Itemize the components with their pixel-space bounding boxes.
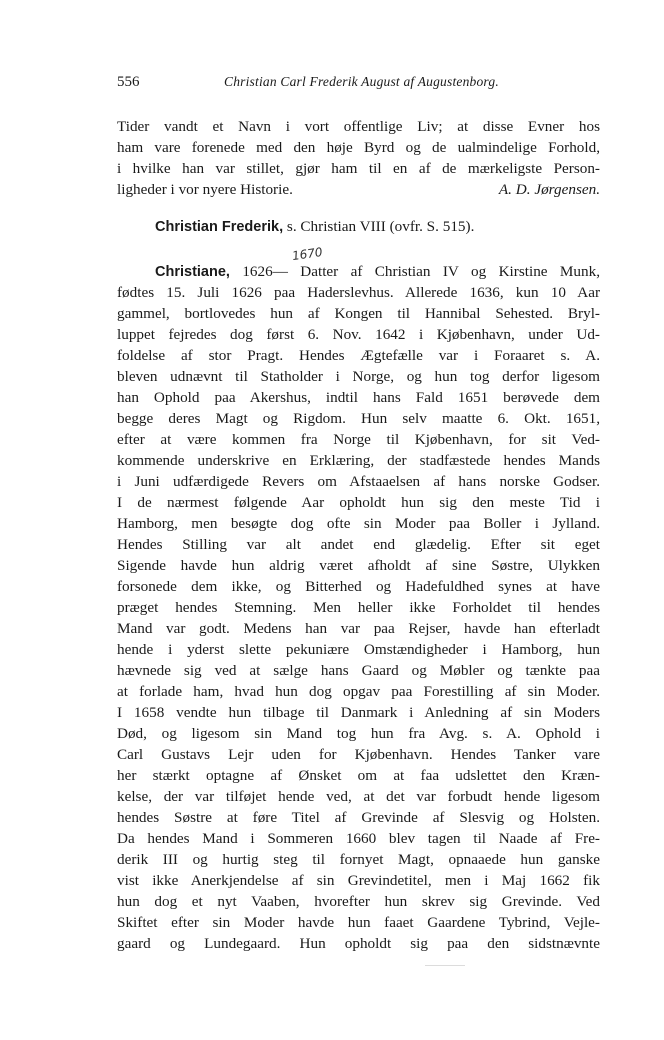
text-line: fødtes 15. Juli 1626 paa Haderslevhus. Allerede 1636, kun 10 Aar: [117, 284, 600, 301]
text-line: Sigende havde hun aldrig været afholdt af sine Søstre, Ulykken: [117, 557, 600, 574]
text-line: præget hendes Stemning. Men heller ikke Forholdet til hendes: [117, 599, 600, 616]
text-line: Hendes Stilling var alt andet end glædelig. Efter sit eget: [117, 536, 600, 553]
entry-previous: [117, 116, 600, 200]
entry-name: Christian Frederik,: [155, 219, 284, 235]
text-line: begge deres Magt og Rigdom. Hun selv maatte 6. Okt. 1651,: [117, 410, 600, 427]
page-number: 556: [117, 74, 140, 90]
text-line: kommende underskrive en Erklæring, der stadfæstede hendes Mands: [117, 452, 600, 469]
text-line: i Juni udfærdigede Revers om Afstaaelsen af hans norske Godser.: [117, 473, 600, 490]
text-line: efter at være kommen fra Norge til Kjøbenhavn, for sit Ved-: [117, 431, 600, 448]
text-line: ham vare forenede med den høje Byrd og de ualmindelige Forhold,: [117, 139, 600, 156]
text-line: Da hendes Mand i Sommeren 1660 blev tagen til Naade af Fre-: [117, 830, 600, 847]
entry-christiane: [117, 261, 600, 954]
running-title: Christian Carl Frederik August af Augustenborg.: [224, 74, 499, 89]
text-line: kelse, der var tilføjet hende ved, at det var forbudt hende ligesom: [117, 788, 600, 805]
text-line: hende i yderst slette pekuniære Omstændigheder i Hamborg, hun: [117, 641, 600, 658]
entry-name: Christiane,: [155, 264, 230, 280]
text-line: han Ophold paa Akershus, indtil hans Fald 1651 berøvede dem: [117, 389, 600, 406]
text-line: luppet fejredes dog først 6. Nov. 1642 i Kjøbenhavn, under Ud-: [117, 326, 600, 343]
entry-dates: 1626—: [242, 263, 288, 280]
entry-christian-frederik: [155, 218, 474, 236]
text-line: hævnede sig ved at sælge hans Gaard og Møbler og tænkte paa: [117, 662, 600, 679]
text-line: ligheder i vor nyere Historie.: [117, 181, 293, 198]
text-line: derik III og hurtig steg til fornyet Magt, opnaaede hun ganske: [117, 851, 600, 868]
text-line: Mand var godt. Medens han var paa Rejser, havde han efterladt: [117, 620, 600, 637]
text-line: i hvilke han var stillet, gjør ham til en af de mærkeligste Person-: [117, 160, 600, 177]
text-line: Død, og ligesom sin Mand tog hun fra Avg. s. A. Ophold i: [117, 725, 600, 742]
text-line: Tider vandt et Navn i vort offentlige Liv; at disse Evner hos: [117, 118, 600, 135]
text-line: Hamborg, men besøgte dog ofte sin Moder paa Boller i Jylland.: [117, 515, 600, 532]
handwritten-annotation: 1670: [291, 244, 324, 264]
text-line: gaard og Lundegaard. Hun opholdt sig paa den sidstnævnte: [117, 935, 600, 952]
text-line: bleven udnævnt til Statholder i Norge, og hun tog derfor ligesom: [117, 368, 600, 385]
text-line: forsonede dem ikke, og Bitterhed og Hadefuldhed synes at have: [117, 578, 600, 595]
text-line: foldelse af stor Pragt. Hendes Ægtefælle var i Foraaret s. A.: [117, 347, 600, 364]
text-line: her stærkt optagne af Ønsket om at faa udslettet den Kræn-: [117, 767, 600, 784]
entry-first-line-text: Datter af Christian IV og Kirstine Munk,: [300, 263, 600, 280]
entry-first-line: [117, 261, 600, 282]
text-line: hendes Søstre at føre Titel af Grevinde af Slesvig og Holsten.: [117, 809, 600, 826]
text-line-with-signature: [117, 179, 600, 200]
scan-mark: [425, 965, 465, 966]
entry-body: [117, 282, 600, 954]
text-line: Carl Gustavs Lejr uden for Kjøbenhavn. Hendes Tanker vare: [117, 746, 600, 763]
text-line: gammel, bortlovedes hun af Kongen til Hannibal Sehested. Bryl-: [117, 305, 600, 322]
author-signature: A. D. Jørgensen.: [498, 181, 600, 198]
running-header: [117, 74, 562, 96]
text-line: I 1658 vendte hun tilbage til Danmark i Anledning af sin Moders: [117, 704, 600, 721]
text-line: at forlade ham, hvad hun dog opgav paa Forestilling af sin Moder.: [117, 683, 600, 700]
text-line: Skiftet efter sin Moder havde hun faaet Gaardene Tybrind, Vejle-: [117, 914, 600, 931]
text-line: vist ikke Anerkjendelse af sin Grevindetitel, men i Maj 1662 fik: [117, 872, 600, 889]
text-line: hun dog et nyt Vaaben, hvorefter hun skrev sig Grevinde. Ved: [117, 893, 600, 910]
entry-text: s. Christian VIII (ovfr. S. 515).: [286, 218, 475, 235]
text-line: I de nærmest følgende Aar opholdt hun sig den meste Tid i: [117, 494, 600, 511]
